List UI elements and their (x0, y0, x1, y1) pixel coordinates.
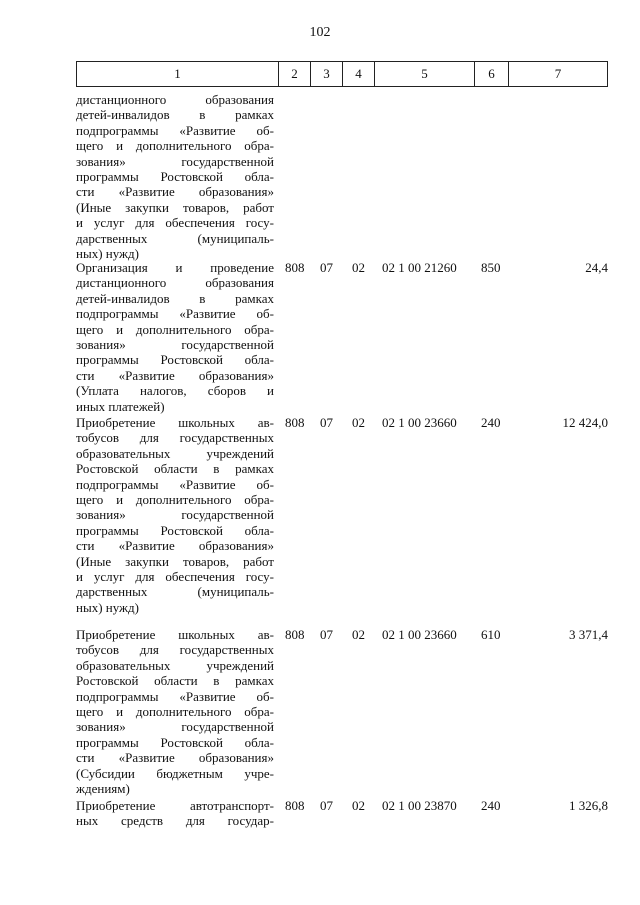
row-3-col-3: 07 (320, 627, 333, 642)
row-4-col-2: 808 (285, 798, 305, 813)
table-row-0-text (76, 92, 274, 261)
row-1-line: зования» государственной (76, 336, 274, 352)
row-3-col-5: 02 1 00 23660 (382, 627, 457, 642)
row-2-line: ных) нужд) (76, 599, 139, 615)
row-1-col-5: 02 1 00 21260 (382, 260, 457, 275)
row-2-col-4: 02 (352, 415, 365, 430)
row-0-line: (Иные закупки товаров, работ (76, 199, 274, 215)
row-1-line: щего и дополнительного обра- (76, 321, 274, 337)
row-3-line: Приобретение школьных ав- (76, 627, 274, 642)
row-1-line: иных платежей) (76, 398, 165, 414)
row-3-col-4: 02 (352, 627, 365, 642)
row-0-line: зования» государственной (76, 153, 274, 169)
row-3-line: зования» государственной (76, 719, 274, 735)
row-1-line: дистанционного образования (76, 275, 274, 291)
row-3-line: (Субсидии бюджетным учре- (76, 765, 274, 781)
header-col-5: 5 (374, 62, 474, 86)
row-1-col-7: 24,4 (585, 260, 608, 275)
row-0-line: программы Ростовской обла- (76, 168, 274, 184)
row-2-line: подпрограммы «Развитие об- (76, 476, 274, 492)
row-3-col-2: 808 (285, 627, 305, 642)
row-2-col-2: 808 (285, 415, 305, 430)
row-0-line: детей-инвалидов в рамках (76, 107, 274, 123)
row-4-col-4: 02 (352, 798, 365, 813)
row-2-line: зования» государственной (76, 507, 274, 523)
row-3-line: образовательных учреждений (76, 657, 274, 673)
row-3-line: щего и дополнительного обра- (76, 703, 274, 719)
row-2-col-6: 240 (481, 415, 501, 430)
row-3-line: сти «Развитие образования» (76, 750, 274, 766)
row-1-col-4: 02 (352, 260, 365, 275)
row-1-line: Организация и проведение (76, 260, 274, 275)
row-0-line: щего и дополнительного обра- (76, 138, 274, 154)
row-4-line: ных средств для государ- (76, 813, 274, 829)
row-1-col-6: 850 (481, 260, 501, 275)
row-3-line: программы Ростовской обла- (76, 734, 274, 750)
row-1-line: подпрограммы «Развитие об- (76, 306, 274, 322)
table-header (76, 61, 608, 87)
header-col-3: 3 (310, 62, 342, 86)
row-2-col-3: 07 (320, 415, 333, 430)
table-row-1-text (76, 260, 274, 414)
row-1-line: программы Ростовской обла- (76, 352, 274, 368)
row-0-line: дистанционного образования (76, 92, 274, 107)
row-1-line: детей-инвалидов в рамках (76, 290, 274, 306)
row-0-line: ных) нужд) (76, 245, 139, 261)
row-2-line: тобусов для государственных (76, 430, 274, 446)
row-3-line: Ростовской области в рамках (76, 673, 274, 689)
row-1-col-3: 07 (320, 260, 333, 275)
row-4-line: Приобретение автотранспорт- (76, 798, 274, 813)
row-4-col-7: 1 326,8 (569, 798, 608, 813)
row-2-line: дарственных (муниципаль- (76, 584, 274, 600)
row-2-line: щего и дополнительного обра- (76, 491, 274, 507)
row-4-col-6: 240 (481, 798, 501, 813)
row-1-line: (Уплата налогов, сборов и (76, 383, 274, 399)
header-col-2: 2 (278, 62, 310, 86)
row-0-line: сти «Развитие образования» (76, 184, 274, 200)
table-row-4-text (76, 798, 274, 829)
row-0-line: подпрограммы «Развитие об- (76, 122, 274, 138)
row-4-col-5: 02 1 00 23870 (382, 798, 457, 813)
header-col-4: 4 (342, 62, 374, 86)
row-1-line: сти «Развитие образования» (76, 367, 274, 383)
row-0-line: дарственных (муниципаль- (76, 230, 274, 246)
row-3-line: подпрограммы «Развитие об- (76, 688, 274, 704)
row-4-col-3: 07 (320, 798, 333, 813)
row-1-col-2: 808 (285, 260, 305, 275)
row-2-line: и услуг для обеспечения госу- (76, 568, 274, 584)
row-3-line: тобусов для государственных (76, 642, 274, 658)
table-row-2-text (76, 415, 274, 615)
row-2-line: сти «Развитие образования» (76, 538, 274, 554)
row-3-line: ждениям) (76, 780, 130, 796)
row-2-col-7: 12 424,0 (562, 415, 608, 430)
row-0-line: и услуг для обеспечения госу- (76, 215, 274, 231)
header-col-6: 6 (474, 62, 508, 86)
header-col-7: 7 (508, 62, 608, 86)
row-2-col-5: 02 1 00 23660 (382, 415, 457, 430)
row-3-col-7: 3 371,4 (569, 627, 608, 642)
header-col-1: 1 (76, 62, 278, 86)
row-2-line: Ростовской области в рамках (76, 461, 274, 477)
row-2-line: Приобретение школьных ав- (76, 415, 274, 430)
row-2-line: программы Ростовской обла- (76, 522, 274, 538)
row-2-line: образовательных учреждений (76, 445, 274, 461)
row-3-col-6: 610 (481, 627, 501, 642)
row-2-line: (Иные закупки товаров, работ (76, 553, 274, 569)
table-row-3-text (76, 627, 274, 796)
page-number: 102 (309, 25, 331, 40)
